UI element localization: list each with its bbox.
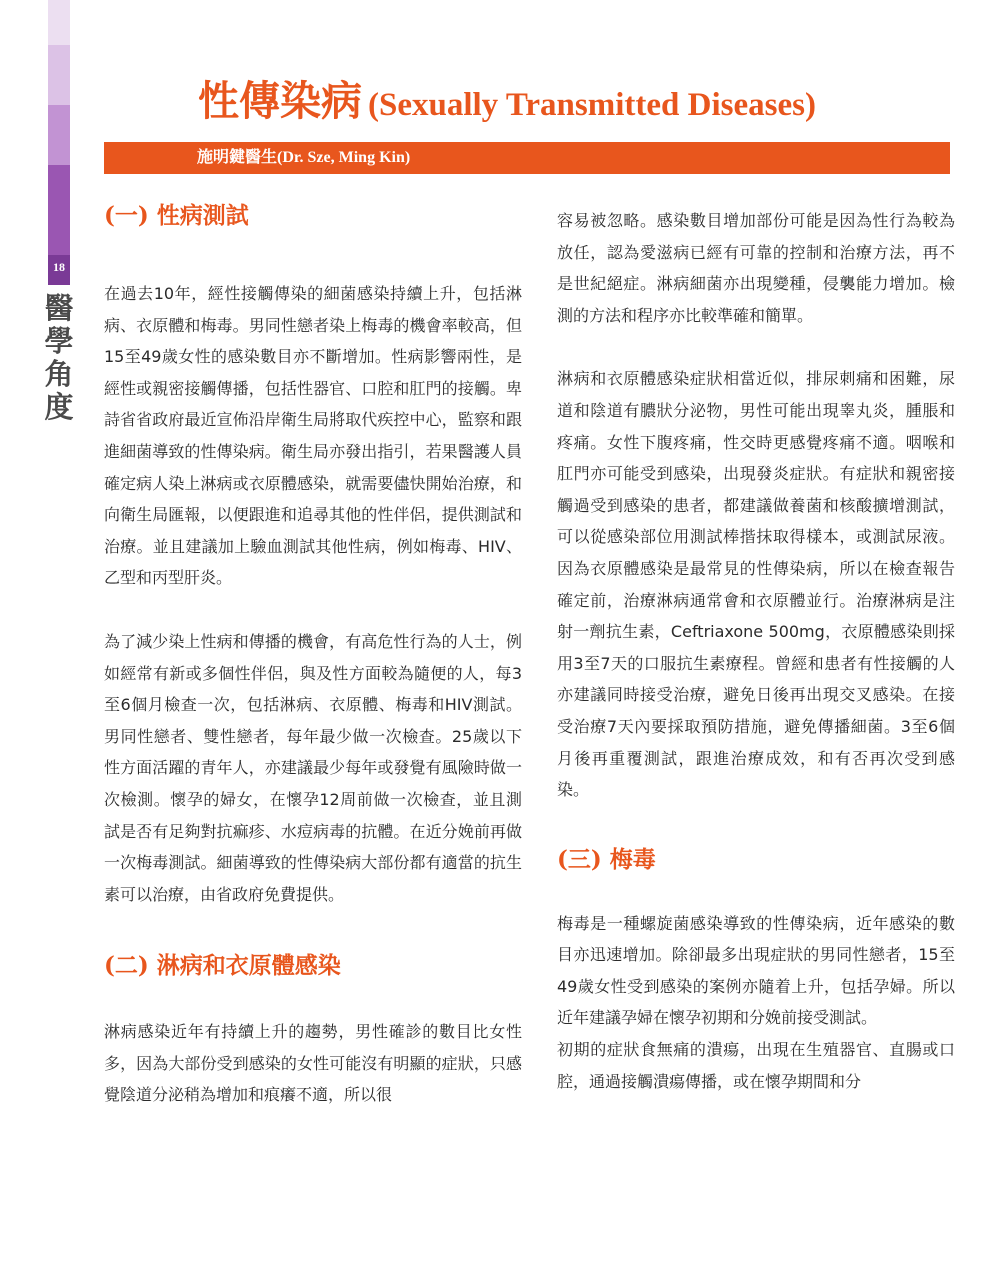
right-column [557,205,955,1097]
paragraph: 在過去10年，經性接觸傳染的細菌感染持續上升，包括淋病、衣原體和梅毒。男同性戀者染上梅毒的機會率較高，但15至49歲女性的感染數目亦不斷增加。性病影響兩性，是經性或親密接觸傳播，包括性器官、口腔和肛門的接觸。卑詩省省政府最近宣佈沿岸衛生局將取代疾控中心，監察和跟進細菌導致的性傳染病。衛生局亦發出指引，若果醫護人員確定病人染上淋病或衣原體感染，就需要儘快開始治療，和向衛生局匯報，以便跟進和追尋其他的性伴侶，提供測試和治療。並且建議加上驗血測試其他性病，例如梅毒、HIV、乙型和丙型肝炎。 [104,284,522,588]
paragraph: 淋病和衣原體感染症狀相當近似，排尿刺痛和困難，尿道和陰道有膿狀分泌物，男性可能出現睾丸炎，腫脹和疼痛。女性下腹疼痛，性交時更感覺疼痛不適。咽喉和肛門亦可能受到感染，出現發炎症狀。有症狀和親密接觸過受到感染的患者，都建議做養菌和核酸擴增測試，可以從感染部位用測試棒揩抹取得樣本，或測試尿液。因為衣原體感染是最常見的性傳染病，所以在檢查報告確定前，治療淋病通常會和衣原體並行。治療淋病是注射一劑抗生素，Ceftriaxone 500mg，衣原體感染則採用3至7天的口服抗生素療程。曾經和患者有性接觸的人亦建議同時接受治療，避免日後再出現交叉感染。在接受治療7天內要採取預防措施，避免傳播細菌。3至6個月後再重覆測試，跟進治療成效，和有否再次受到感染。 [557,369,955,800]
author-name: 施明鍵醫生(Dr. Sze, Ming Kin) [197,149,411,166]
paragraph: 梅毒是一種螺旋菌感染導致的性傳染病，近年感染的數目亦迅速增加。除卻最多出現症狀的男同性戀者，15至49歲女性受到感染的案例亦隨着上升，包括孕婦。所以近年建議孕婦在懷孕初期和分娩前接受測試。 [557,913,955,1028]
title-english: (Sexually Transmitted Diseases) [368,87,816,123]
title-chinese: 性傳染病 [198,77,362,125]
author-bar [104,142,950,174]
side-tab-segment [48,0,70,45]
section-heading: (二) 淋病和衣原體感染 [104,952,341,980]
section-name: 醫學角度 [44,291,74,425]
paragraph: 初期的症狀食無痛的潰瘍，出現在生殖器官、直腸或口腔，通過接觸潰瘍傳播，或在懷孕期間和分 [557,1040,955,1091]
section-heading: (一) 性病測試 [104,202,249,229]
page-number: 18 [53,260,65,274]
section-heading: (三) 梅毒 [557,845,656,873]
side-tab-segment [48,105,70,165]
side-tab-segment [48,165,70,255]
paragraph: 淋病感染近年有持續上升的趨勢，男性確診的數目比女性多，因為大部份受到感染的女性可能沒有明顯的症狀，只感覺陰道分泌稍為增加和痕癢不適，所以很 [104,1022,522,1105]
paragraph: 為了減少染上性病和傳播的機會，有高危性行為的人士，例如經常有新或多個性伴侶，與及性方面較為隨便的人，每3至6個月檢查一次，包括淋病、衣原體、梅毒和HIV測試。男同性戀者、雙性戀者，每年最少做一次檢查。25歲以下性方面活躍的青年人，亦建議最少每年或發覺有風險時做一次檢測。懷孕的婦女，在懷孕12周前做一次檢查，並且測試是否有足夠對抗痲疹、水痘病毒的抗體。在近分娩前再做一次梅毒測試。細菌導致的性傳染病大部份都有適當的抗生素可以治療，由省政府免費提供。 [104,631,522,904]
paragraph: 容易被忽略。感染數目增加部份可能是因為性行為較為放任，認為愛滋病已經有可靠的控制和治療方法，再不是世紀絕症。淋病細菌亦出現變種，侵襲能力增加。檢測的方法和程序亦比較準確和簡單。 [557,211,955,325]
side-tab-segment [48,45,70,105]
left-column [104,200,522,1111]
article-title [198,68,816,127]
